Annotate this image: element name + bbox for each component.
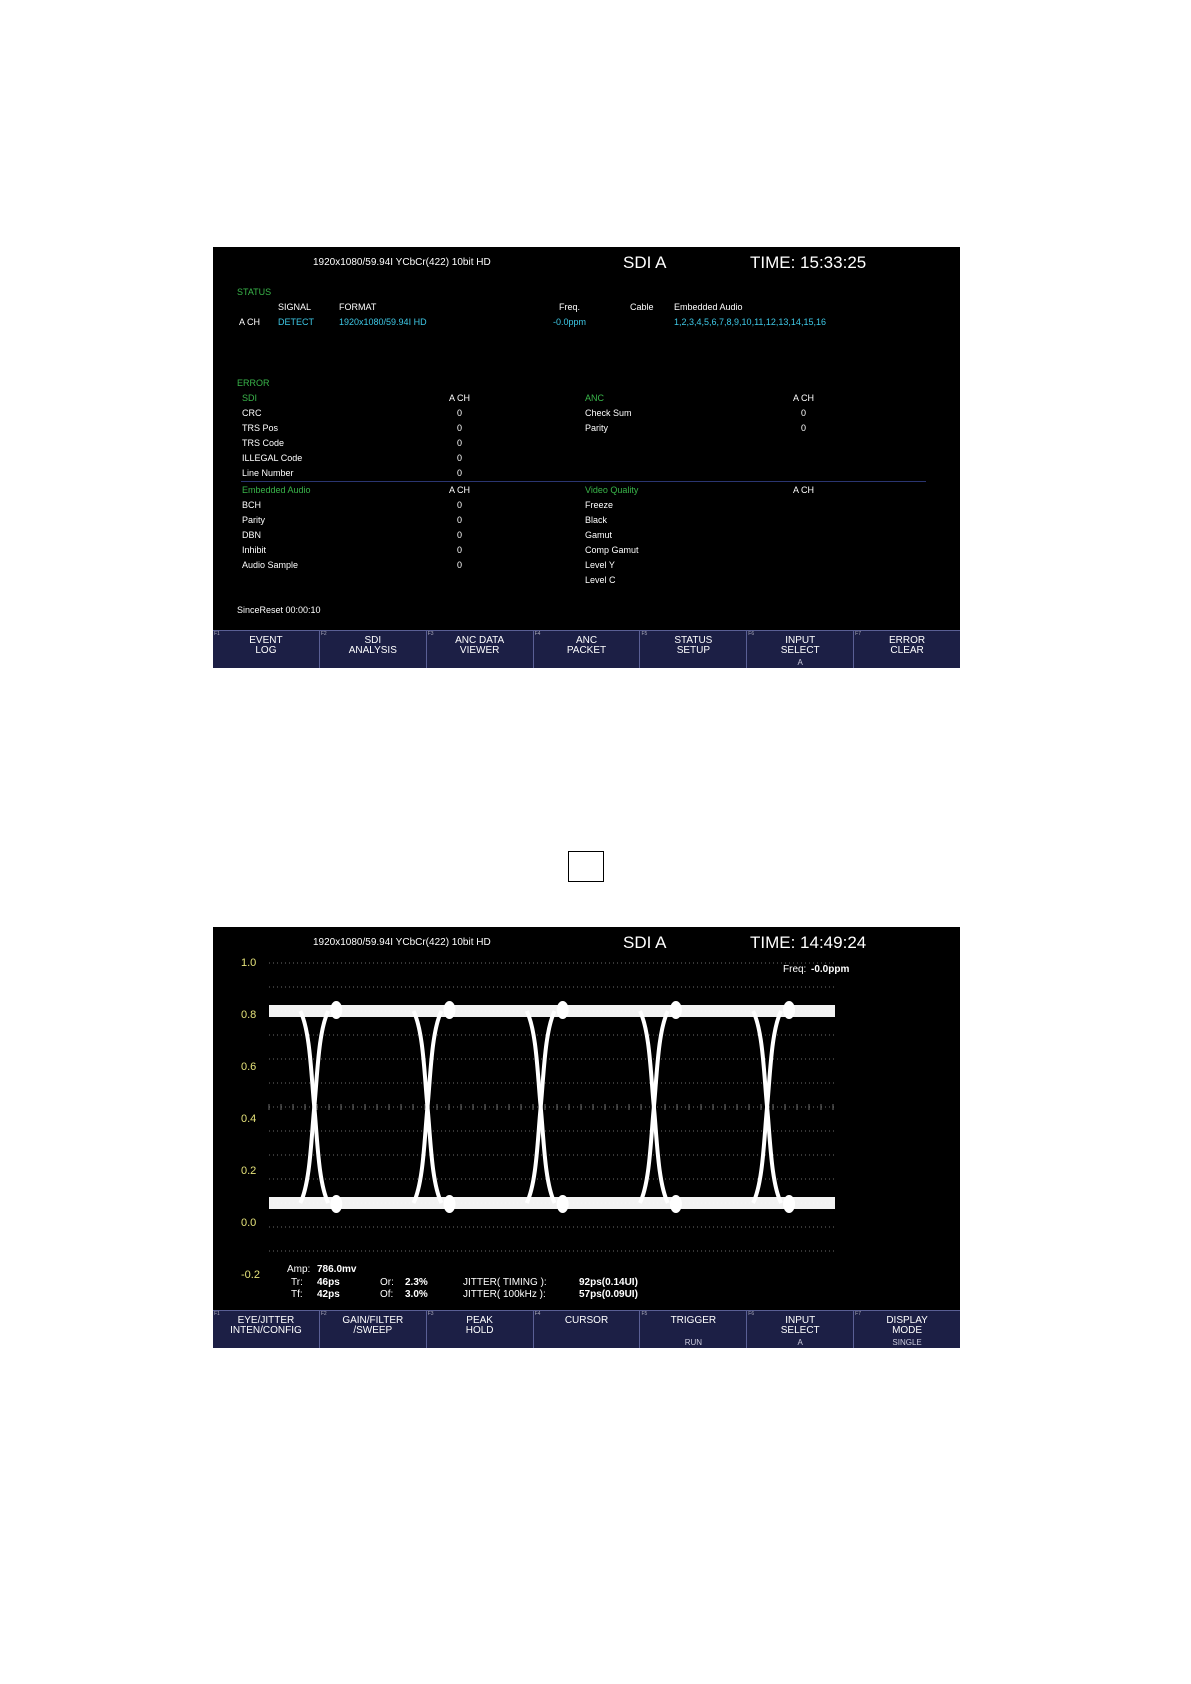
audio-col-header: A CH bbox=[449, 485, 471, 495]
fkey-label-line2: ANALYSIS bbox=[348, 645, 397, 656]
error-row-label: Comp Gamut bbox=[585, 545, 639, 555]
fkey-label-line1: TRIGGER bbox=[670, 1315, 717, 1326]
error-title: ERROR bbox=[237, 378, 270, 388]
fkey-value: A bbox=[797, 658, 803, 667]
sdi-error-title: SDI bbox=[242, 393, 258, 403]
error-row-label: Black bbox=[585, 515, 608, 525]
overshoot-low bbox=[557, 1195, 569, 1213]
fkey-label-line1: ERROR bbox=[889, 635, 926, 646]
since-reset: SinceReset 00:00:10 bbox=[237, 605, 321, 615]
error-row-label: Parity bbox=[585, 423, 609, 433]
error-row-value: 0 bbox=[457, 560, 463, 570]
fkey-label-line2: LOG bbox=[255, 645, 277, 656]
input-source: SDI A bbox=[623, 253, 667, 272]
eye-pattern-graticule bbox=[213, 927, 960, 1310]
error-row-value: 0 bbox=[457, 453, 463, 463]
y-tick-label: 0.6 bbox=[241, 1061, 257, 1073]
error-row-label: Level Y bbox=[585, 560, 615, 570]
function-key-bar bbox=[213, 630, 960, 668]
error-row-label: CRC bbox=[242, 408, 262, 418]
error-row-value: 0 bbox=[457, 423, 463, 433]
fkey-label-line1: SDI bbox=[364, 635, 382, 646]
input-select-button[interactable] bbox=[747, 1310, 854, 1348]
y-tick-label: 0.2 bbox=[241, 1165, 257, 1177]
y-tick-label: 0.4 bbox=[241, 1113, 257, 1125]
fkey-label-line1: PEAK bbox=[466, 1315, 493, 1326]
marker-box bbox=[568, 851, 604, 882]
fkey-value: RUN bbox=[684, 1338, 703, 1347]
jitter-timing-label: JITTER( TIMING ): bbox=[463, 1277, 547, 1288]
status-screen bbox=[213, 247, 960, 668]
fkey-label-line2: INTEN/CONFIG bbox=[230, 1325, 302, 1336]
fkey-number: F6 bbox=[748, 631, 755, 637]
status-setup-button[interactable] bbox=[640, 630, 747, 668]
audio-header: Embedded Audio bbox=[674, 302, 743, 312]
fkey-number: F2 bbox=[320, 631, 327, 637]
channel-label: A CH bbox=[239, 317, 261, 327]
error-row-value: 0 bbox=[457, 408, 463, 418]
error-row-label: Inhibit bbox=[242, 545, 267, 555]
eye-pattern-screen bbox=[213, 927, 960, 1348]
fkey-number: F2 bbox=[320, 1311, 327, 1317]
tr-value: 46ps bbox=[317, 1277, 340, 1288]
format-value: 1920x1080/59.94I HD bbox=[339, 317, 427, 327]
freq-header: Freq. bbox=[559, 302, 581, 312]
y-tick-label: 1.0 bbox=[241, 957, 257, 969]
error-row-value: 0 bbox=[457, 545, 463, 555]
error-row-label: TRS Code bbox=[242, 438, 285, 448]
error-row-value: 0 bbox=[457, 468, 463, 478]
fkey-label-line1: EVENT bbox=[249, 635, 283, 646]
error-row-label: Check Sum bbox=[585, 408, 632, 418]
fkey-label-line1: STATUS bbox=[674, 635, 713, 646]
error-row-label: DBN bbox=[242, 530, 262, 540]
eye-crossing-fall bbox=[300, 1011, 328, 1203]
clock: TIME: 14:49:24 bbox=[750, 933, 867, 952]
error-row-value: 0 bbox=[457, 530, 463, 540]
jitter-100k-value: 57ps(0.09UI) bbox=[579, 1289, 638, 1300]
clock: TIME: 15:33:25 bbox=[750, 253, 867, 272]
fkey-label-line1: INPUT bbox=[785, 635, 816, 646]
error-row-label: Parity bbox=[242, 515, 266, 525]
error-row-label: Freeze bbox=[585, 500, 614, 510]
or-label: Or: bbox=[380, 1277, 394, 1288]
anc-error-title: ANC bbox=[585, 393, 605, 403]
y-tick-label: -0.2 bbox=[241, 1269, 260, 1281]
function-key-bar bbox=[213, 1310, 960, 1348]
fkey-number: F7 bbox=[855, 1311, 861, 1317]
fkey-label-line1: CURSOR bbox=[564, 1315, 609, 1326]
audio-error-title: Embedded Audio bbox=[242, 485, 311, 495]
y-tick-label: 0.0 bbox=[241, 1217, 257, 1229]
fkey-label-line1: GAIN/FILTER bbox=[342, 1315, 404, 1326]
format-header: FORMAT bbox=[339, 302, 377, 312]
fkey-label-line1: INPUT bbox=[785, 1315, 816, 1326]
tr-label: Tr: bbox=[291, 1277, 303, 1288]
overshoot-low bbox=[330, 1195, 342, 1213]
fkey-number: F5 bbox=[641, 1311, 648, 1317]
fkey-label-line2: SELECT bbox=[780, 1325, 820, 1336]
signal-header: SIGNAL bbox=[278, 302, 312, 312]
status-header bbox=[213, 247, 960, 277]
amp-label: Amp: bbox=[287, 1264, 311, 1275]
fkey-number: F3 bbox=[427, 1311, 434, 1317]
error-row-value: 0 bbox=[457, 515, 463, 525]
error-row-value: 0 bbox=[801, 423, 807, 433]
or-value: 2.3% bbox=[405, 1277, 428, 1288]
error-row-label: Line Number bbox=[242, 468, 294, 478]
overshoot-high bbox=[330, 1001, 342, 1019]
fkey-label-line1: ANC DATA bbox=[455, 635, 505, 646]
overshoot-high bbox=[557, 1001, 569, 1019]
video-quality-title: Video Quality bbox=[585, 485, 639, 495]
fkey-number: F4 bbox=[534, 631, 541, 637]
tf-value: 42ps bbox=[317, 1289, 340, 1300]
anc-packet-button[interactable] bbox=[534, 630, 641, 668]
fkey-label-line2: /SWEEP bbox=[353, 1325, 393, 1336]
fkey-label-line2: CLEAR bbox=[890, 645, 924, 656]
error-row-label: Level C bbox=[585, 575, 616, 585]
event-log-button[interactable] bbox=[213, 630, 320, 668]
fkey-value: SINGLE bbox=[892, 1338, 922, 1347]
overshoot-high bbox=[443, 1001, 455, 1019]
error-row-label: BCH bbox=[242, 500, 262, 510]
audio-channels-value: 1,2,3,4,5,6,7,8,9,10,11,12,13,14,15,16 bbox=[674, 317, 826, 327]
fkey-label-line1: DISPLAY bbox=[886, 1315, 928, 1326]
overshoot-low bbox=[670, 1195, 682, 1213]
fkey-label-line2: HOLD bbox=[465, 1325, 494, 1336]
error-row-value: 0 bbox=[457, 438, 463, 448]
error-row-label: TRS Pos bbox=[242, 423, 279, 433]
sdi-col-header: A CH bbox=[449, 393, 471, 403]
of-label: Of: bbox=[380, 1289, 394, 1300]
fkey-number: F7 bbox=[855, 631, 861, 637]
overshoot-low bbox=[783, 1195, 795, 1213]
error-clear-button[interactable] bbox=[854, 630, 960, 668]
anc-data-viewer-button[interactable] bbox=[427, 630, 534, 668]
fkey-label-line2: PACKET bbox=[566, 645, 607, 656]
freq-value: -0.0ppm bbox=[811, 964, 850, 975]
y-tick-label: 0.8 bbox=[241, 1009, 257, 1021]
status-title: STATUS bbox=[237, 287, 272, 297]
overshoot-high bbox=[783, 1001, 795, 1019]
jitter-timing-value: 92ps(0.14UI) bbox=[579, 1277, 638, 1288]
of-value: 3.0% bbox=[405, 1289, 428, 1300]
jitter-100k-label: JITTER( 100kHz ): bbox=[463, 1289, 546, 1300]
peak-hold-button[interactable] bbox=[427, 1310, 534, 1348]
fkey-number: F3 bbox=[427, 631, 434, 637]
video-format: 1920x1080/59.94I YCbCr(422) 10bit HD bbox=[313, 257, 491, 268]
anc-col-header: A CH bbox=[793, 393, 815, 403]
fkey-number: F1 bbox=[214, 1311, 220, 1317]
freq-value: -0.0ppm bbox=[553, 317, 587, 327]
eye-crossing-fall bbox=[640, 1011, 668, 1203]
error-row-label: Gamut bbox=[585, 530, 613, 540]
input-select-button[interactable] bbox=[747, 630, 854, 668]
fkey-label-line2: SETUP bbox=[676, 645, 711, 656]
cable-header: Cable bbox=[630, 302, 654, 312]
video-format: 1920x1080/59.94I YCbCr(422) 10bit HD bbox=[313, 937, 491, 948]
error-row-label: ILLEGAL Code bbox=[242, 453, 303, 463]
signal-value: DETECT bbox=[278, 317, 314, 327]
fkey-number: F1 bbox=[214, 631, 220, 637]
tf-label: Tf: bbox=[291, 1289, 303, 1300]
fkey-label-line2: VIEWER bbox=[459, 645, 500, 656]
overshoot-low bbox=[443, 1195, 455, 1213]
fkey-number: F5 bbox=[641, 631, 648, 637]
error-row-label: Audio Sample bbox=[242, 560, 299, 570]
eye-jitter-config-button[interactable] bbox=[213, 1310, 320, 1348]
fkey-label-line1: EYE/JITTER bbox=[237, 1315, 295, 1326]
fkey-number: F6 bbox=[748, 1311, 755, 1317]
fkey-label-line2: SELECT bbox=[780, 645, 820, 656]
eye-crossing-fall bbox=[527, 1011, 555, 1203]
fkey-label-line2: MODE bbox=[892, 1325, 923, 1336]
fkey-number: F4 bbox=[534, 1311, 541, 1317]
amp-value: 786.0mv bbox=[317, 1264, 357, 1275]
overshoot-high bbox=[670, 1001, 682, 1019]
error-row-value: 0 bbox=[457, 500, 463, 510]
video-col-header: A CH bbox=[793, 485, 815, 495]
sdi-analysis-button[interactable] bbox=[320, 630, 427, 668]
fkey-label-line1: ANC bbox=[575, 635, 598, 646]
cursor-button[interactable] bbox=[534, 1310, 641, 1348]
input-source: SDI A bbox=[623, 933, 667, 952]
fkey-value: A bbox=[797, 1338, 803, 1347]
divider bbox=[241, 481, 926, 482]
trigger-button[interactable] bbox=[640, 1310, 747, 1348]
freq-label: Freq: bbox=[783, 964, 807, 975]
display-mode-button[interactable] bbox=[854, 1310, 960, 1348]
error-row-value: 0 bbox=[801, 408, 807, 418]
gain-filter-sweep-button[interactable] bbox=[320, 1310, 427, 1348]
